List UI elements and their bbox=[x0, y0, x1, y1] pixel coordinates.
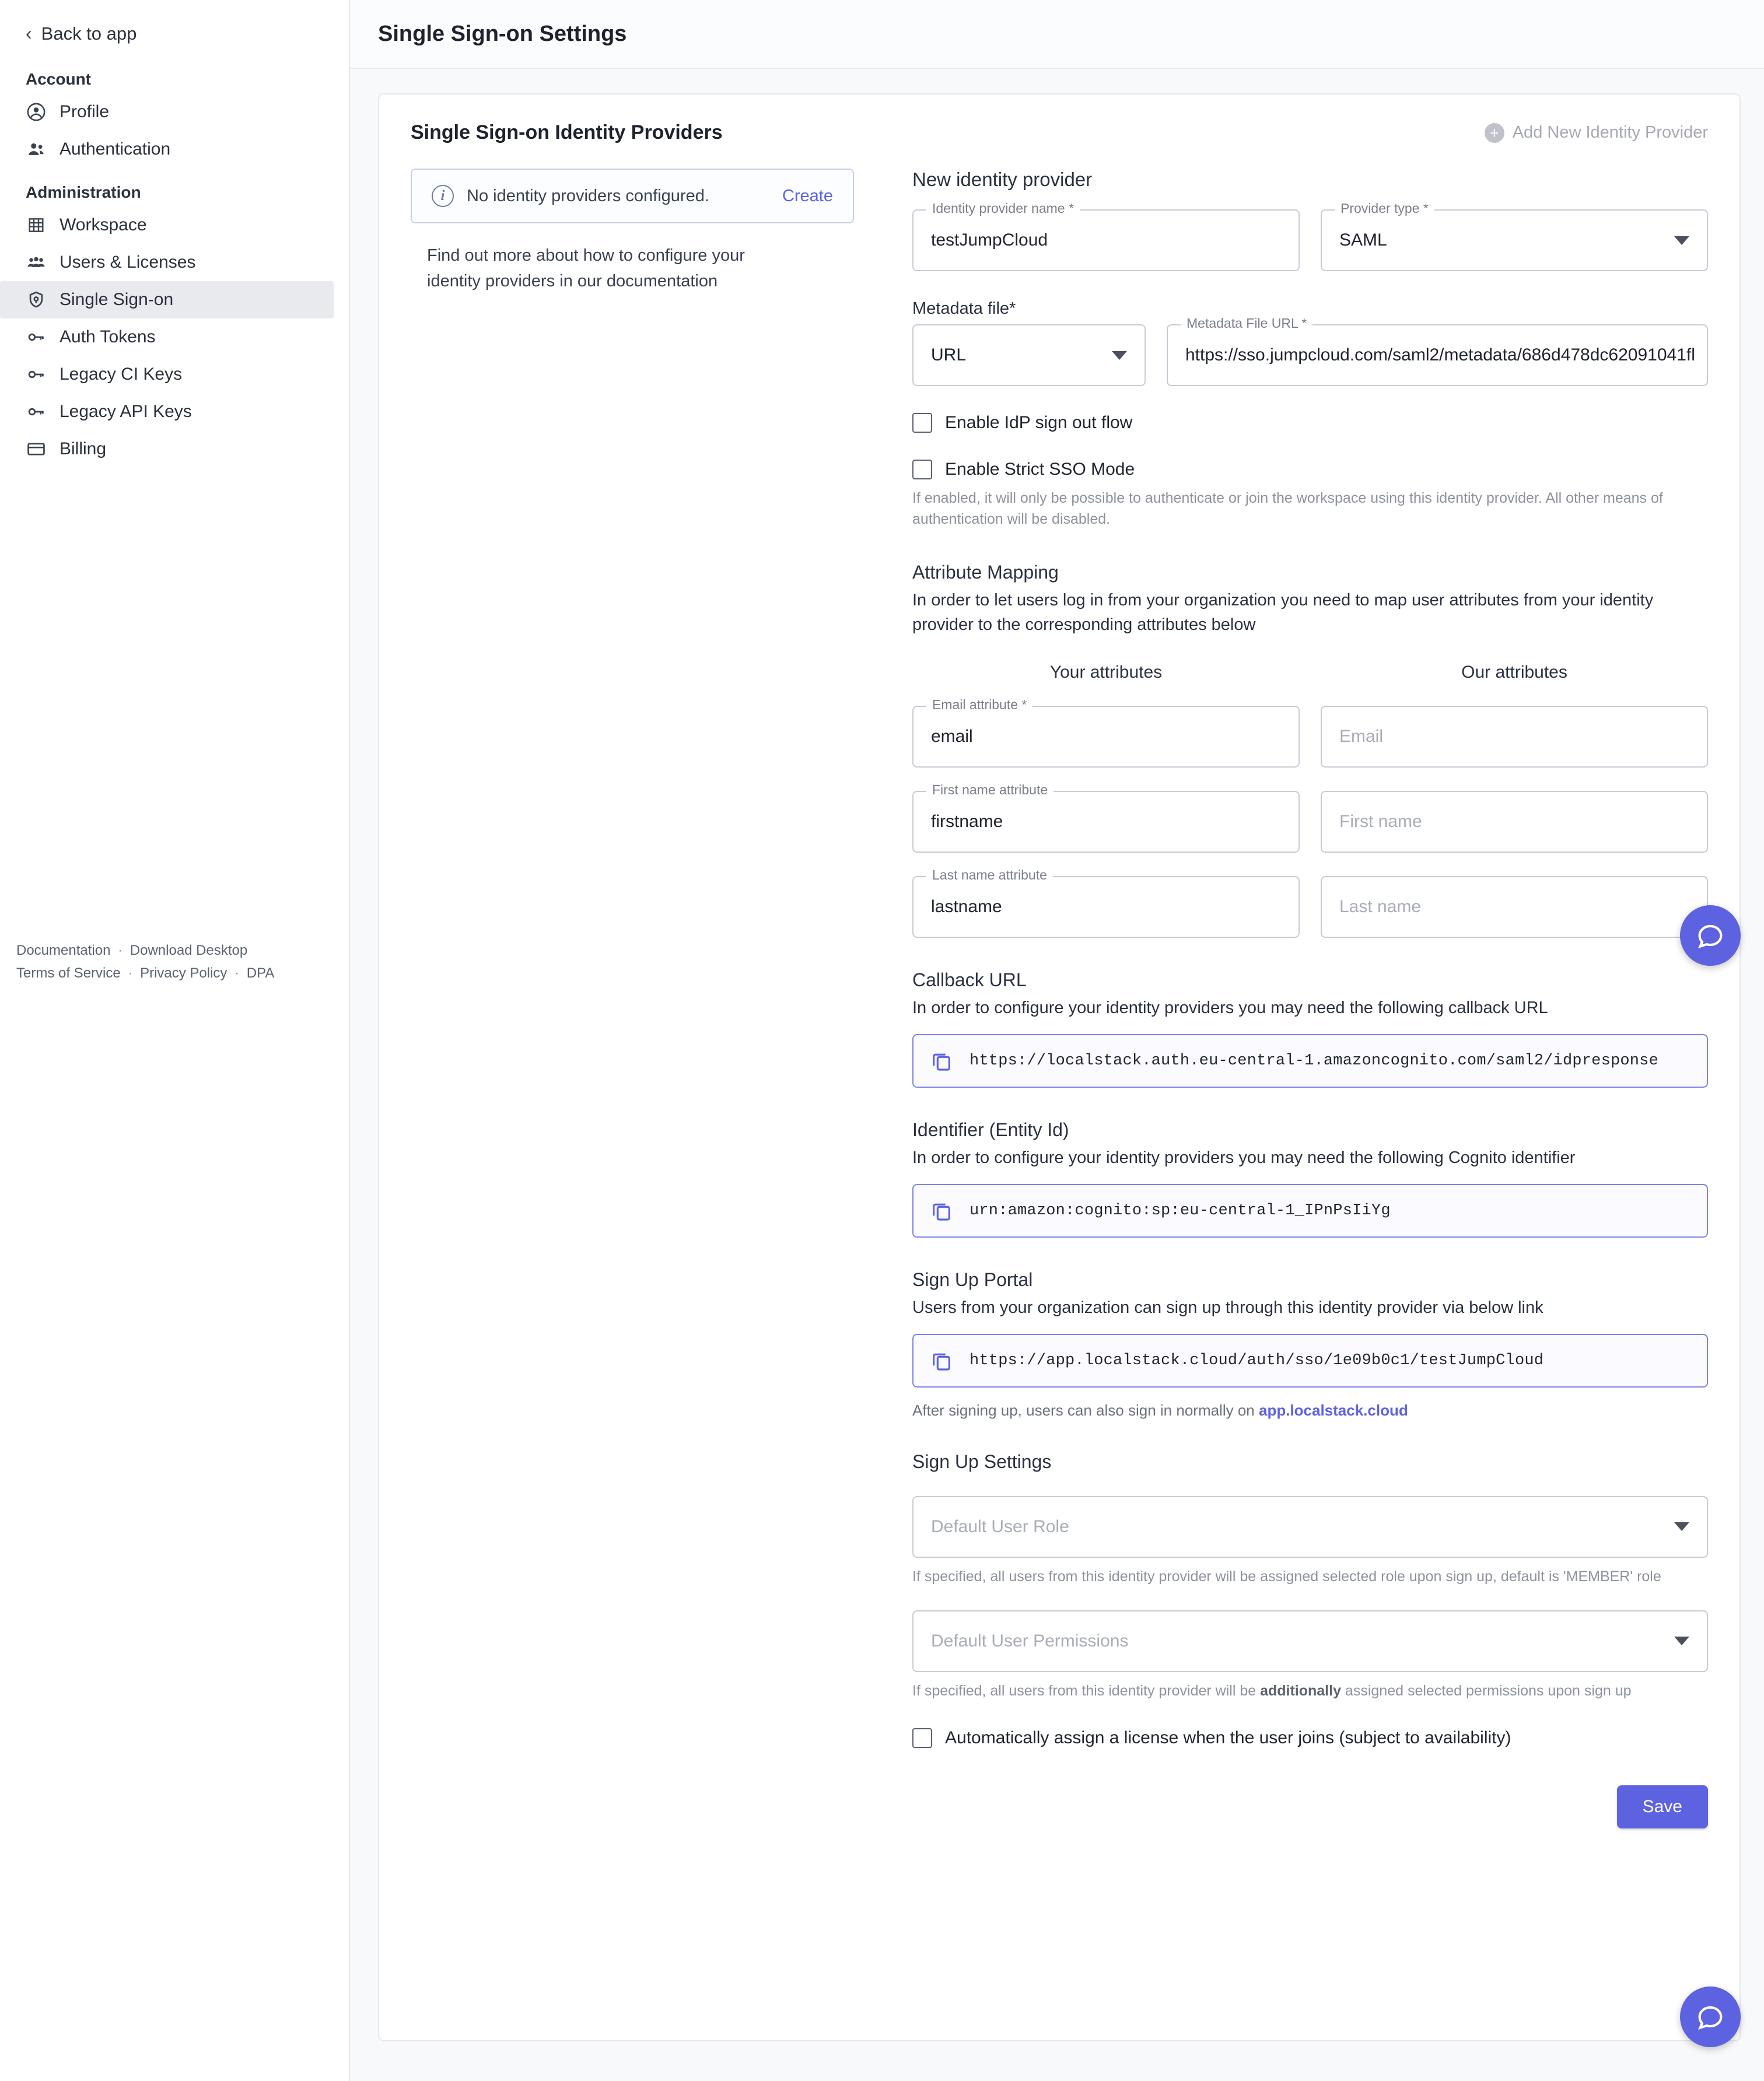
sidebar-item-profile[interactable] bbox=[0, 93, 334, 131]
callback-url-subtitle: In order to configure your identity providers you may need the following callback URL bbox=[912, 998, 1548, 1017]
sidebar-item-authentication[interactable] bbox=[0, 131, 334, 168]
default-user-role-select[interactable] bbox=[912, 1496, 1708, 1558]
firstname-our-attribute-input[interactable]: First name bbox=[1321, 791, 1708, 853]
metadata-file-label: Metadata file* bbox=[912, 299, 1016, 318]
save-button[interactable]: Save bbox=[1617, 1785, 1708, 1828]
add-identity-provider-label: Add New Identity Provider bbox=[1512, 123, 1708, 142]
copy-icon[interactable] bbox=[930, 1349, 953, 1372]
signup-portal-copy-box[interactable] bbox=[912, 1334, 1708, 1388]
chat-icon bbox=[1695, 920, 1726, 951]
idp-name-field[interactable] bbox=[912, 201, 1300, 271]
attribute-row-firstname bbox=[912, 782, 1708, 853]
sidebar-item-legacy-api-keys[interactable] bbox=[0, 393, 334, 430]
attribute-mapping-subtitle: In order to let users log in from your organization you need to map user attributes from your identity provider to the corresponding attributes below bbox=[912, 590, 1654, 634]
column-spacer bbox=[1300, 663, 1321, 682]
strict-sso-row[interactable] bbox=[912, 460, 1708, 479]
signup-settings-title: Sign Up Settings bbox=[912, 1451, 1052, 1472]
signup-portal-value: https://app.localstack.cloud/auth/sso/1e09b0c1/testJumpCloud bbox=[970, 1351, 1544, 1369]
copy-icon[interactable] bbox=[930, 1199, 953, 1222]
strict-sso-checkbox[interactable] bbox=[912, 460, 932, 479]
email-attribute-field[interactable] bbox=[912, 696, 1300, 768]
key-icon bbox=[26, 327, 47, 348]
users-icon bbox=[26, 139, 47, 160]
chevron-down-icon bbox=[1112, 351, 1127, 360]
sidebar-item-label: Profile bbox=[60, 102, 110, 121]
lastname-attribute-input[interactable]: lastname bbox=[912, 876, 1300, 938]
callback-url-value: https://localstack.auth.eu-central-1.amazoncognito.com/saml2/idpresponse bbox=[970, 1052, 1658, 1070]
provider-type-value: SAML bbox=[1339, 230, 1387, 250]
default-user-permissions-value: Default User Permissions bbox=[931, 1631, 1129, 1651]
email-attribute-label: Email attribute * bbox=[926, 697, 1032, 713]
page-header bbox=[350, 0, 1764, 69]
sidebar-item-label: Single Sign-on bbox=[60, 290, 174, 309]
attribute-row-lastname bbox=[912, 867, 1708, 938]
signup-portal-note bbox=[912, 1402, 1708, 1420]
sidebar-item-single-sign-on[interactable] bbox=[0, 281, 334, 318]
create-provider-link[interactable]: Create bbox=[782, 186, 833, 205]
footer-link-terms[interactable]: Terms of Service bbox=[16, 965, 121, 981]
key-icon bbox=[26, 364, 47, 385]
left-column bbox=[411, 169, 877, 1828]
alert-content bbox=[432, 185, 709, 207]
group-icon bbox=[26, 252, 47, 273]
info-icon: i bbox=[432, 185, 454, 207]
our-attributes-header: Our attributes bbox=[1461, 662, 1567, 682]
metadata-file-field[interactable] bbox=[912, 324, 1146, 386]
default-user-role-value: Default User Role bbox=[931, 1516, 1069, 1536]
auto-license-checkbox[interactable] bbox=[912, 1728, 932, 1748]
identifier-title: Identifier (Entity Id) bbox=[912, 1119, 1069, 1140]
email-our-attribute-input[interactable]: Email bbox=[1321, 706, 1708, 768]
content-wrapper bbox=[350, 69, 1764, 2041]
your-attributes-header: Your attributes bbox=[1049, 662, 1163, 682]
chat-widget-button-secondary[interactable] bbox=[1680, 1987, 1741, 2047]
default-user-role-help: If specified, all users from this identity provider will be assigned selected role upon sign up, default is 'MEMBER' role bbox=[912, 1568, 1661, 1585]
plus-icon: + bbox=[1485, 123, 1504, 143]
signup-portal-note-text: After signing up, users can also sign in normally on bbox=[912, 1401, 1259, 1419]
auto-license-row[interactable] bbox=[912, 1728, 1708, 1748]
footer-separator: · bbox=[118, 943, 123, 959]
provider-type-select[interactable] bbox=[1321, 209, 1708, 271]
idp-signout-label: Enable IdP sign out flow bbox=[945, 413, 1133, 432]
sidebar-item-legacy-ci-keys[interactable] bbox=[0, 356, 334, 393]
actions-row bbox=[912, 1785, 1708, 1828]
footer-link-privacy[interactable]: Privacy Policy bbox=[140, 965, 228, 981]
permissions-help-bold: additionally bbox=[1260, 1682, 1341, 1699]
strict-sso-help: If enabled, it will only be possible to authenticate or join the workspace using this identity provider. All other means of authentication will be disabled. bbox=[912, 490, 1663, 528]
metadata-url-input[interactable]: https://sso.jumpcloud.com/saml2/metadata/686d478dc62091041fl bbox=[1167, 324, 1708, 386]
card-body bbox=[411, 169, 1708, 1828]
card-header bbox=[411, 121, 1708, 144]
chat-icon bbox=[1695, 2002, 1726, 2032]
alert-message: No identity providers configured. bbox=[467, 186, 709, 205]
permissions-help-part2: assigned selected permissions upon sign up bbox=[1340, 1682, 1632, 1699]
callback-url-title: Callback URL bbox=[912, 969, 1027, 990]
firstname-attribute-input[interactable]: firstname bbox=[912, 791, 1300, 853]
metadata-section bbox=[912, 299, 1708, 386]
signup-portal-subtitle: Users from your organization can sign up through this identity provider via below link bbox=[912, 1298, 1544, 1317]
building-icon bbox=[26, 215, 47, 236]
back-to-app-button[interactable] bbox=[0, 15, 349, 55]
no-providers-alert bbox=[411, 169, 854, 223]
idp-signout-checkbox[interactable] bbox=[912, 413, 932, 433]
lastname-our-attribute-field[interactable] bbox=[1321, 876, 1708, 938]
attribute-columns-header bbox=[912, 663, 1708, 682]
sidebar-item-users-licenses[interactable] bbox=[0, 244, 334, 281]
sidebar-item-label: Auth Tokens bbox=[60, 327, 156, 346]
firstname-attribute-field[interactable] bbox=[912, 782, 1300, 853]
lastname-attribute-field[interactable] bbox=[912, 867, 1300, 938]
default-user-role-field[interactable] bbox=[912, 1496, 1708, 1558]
chat-widget-button[interactable] bbox=[1680, 905, 1741, 966]
sidebar-item-label: Workspace bbox=[60, 215, 147, 234]
default-user-permissions-field[interactable] bbox=[912, 1610, 1708, 1672]
footer-link-download-desktop[interactable]: Download Desktop bbox=[130, 943, 248, 959]
default-user-permissions-help bbox=[912, 1680, 1708, 1701]
provider-type-field[interactable] bbox=[1321, 201, 1708, 271]
email-attribute-input[interactable]: email bbox=[912, 706, 1300, 768]
back-to-app-label: Back to app bbox=[41, 23, 137, 44]
firstname-our-attribute-field[interactable] bbox=[1321, 791, 1708, 853]
main-content bbox=[350, 0, 1764, 2081]
sidebar-group-account: Account bbox=[26, 70, 91, 88]
identifier-copy-box[interactable] bbox=[912, 1184, 1708, 1238]
documentation-hint: Find out more about how to configure your identity providers in our documentation bbox=[427, 246, 745, 290]
sso-card bbox=[378, 93, 1741, 2041]
sidebar-item-label: Authentication bbox=[60, 139, 171, 159]
page-title: Single Sign-on Settings bbox=[378, 21, 627, 46]
lastname-attribute-label: Last name attribute bbox=[926, 867, 1053, 883]
sidebar-footer bbox=[16, 940, 274, 985]
default-user-permissions-select[interactable] bbox=[912, 1610, 1708, 1672]
sidebar-item-auth-tokens[interactable] bbox=[0, 318, 334, 356]
shield-icon bbox=[26, 289, 47, 310]
sidebar-item-label: Users & Licenses bbox=[60, 253, 196, 272]
attribute-row-email bbox=[912, 696, 1708, 768]
idp-signout-row[interactable] bbox=[912, 413, 1708, 433]
app-localstack-link[interactable]: app.localstack.cloud bbox=[1258, 1401, 1408, 1419]
new-identity-provider-title: New identity provider bbox=[912, 169, 1093, 190]
lastname-our-attribute-input[interactable]: Last name bbox=[1321, 876, 1708, 938]
copy-icon[interactable] bbox=[930, 1049, 953, 1073]
auto-license-label: Automatically assign a license when the user joins (subject to availability) bbox=[945, 1728, 1511, 1748]
footer-link-dpa[interactable]: DPA bbox=[246, 965, 275, 981]
sidebar-item-label: Billing bbox=[60, 439, 107, 458]
idp-name-row bbox=[912, 201, 1708, 271]
metadata-row bbox=[912, 316, 1708, 386]
key-icon bbox=[26, 401, 47, 422]
sidebar-item-workspace[interactable] bbox=[0, 206, 334, 244]
footer-separator: · bbox=[128, 965, 133, 981]
user-circle-icon bbox=[26, 101, 47, 122]
sidebar-item-billing[interactable] bbox=[0, 430, 334, 468]
sidebar-item-label: Legacy CI Keys bbox=[60, 365, 183, 384]
metadata-url-field[interactable] bbox=[1167, 316, 1708, 386]
chevron-down-icon bbox=[1674, 1522, 1689, 1531]
attribute-mapping-title: Attribute Mapping bbox=[912, 561, 1059, 583]
metadata-file-select[interactable] bbox=[912, 324, 1146, 386]
callback-url-copy-box[interactable] bbox=[912, 1034, 1708, 1088]
sidebar bbox=[0, 0, 350, 2081]
idp-name-label: Identity provider name * bbox=[926, 201, 1080, 216]
signup-portal-title: Sign Up Portal bbox=[912, 1269, 1033, 1290]
strict-sso-label: Enable Strict SSO Mode bbox=[945, 460, 1135, 479]
sidebar-item-label: Legacy API Keys bbox=[60, 402, 192, 421]
provider-type-label: Provider type * bbox=[1335, 201, 1434, 216]
idp-name-input[interactable]: testJumpCloud bbox=[912, 209, 1300, 271]
chevron-left-icon: ‹ bbox=[26, 23, 32, 44]
email-our-attribute-field[interactable] bbox=[1321, 706, 1708, 768]
identifier-value: urn:amazon:cognito:sp:eu-central-1_IPnPsIiYg bbox=[970, 1201, 1391, 1220]
footer-link-documentation[interactable]: Documentation bbox=[16, 943, 111, 959]
add-identity-provider-button[interactable] bbox=[1485, 123, 1708, 143]
firstname-attribute-label: First name attribute bbox=[926, 782, 1054, 798]
identifier-subtitle: In order to configure your identity providers you may need the following Cognito identifier bbox=[912, 1148, 1576, 1167]
metadata-url-label: Metadata File URL * bbox=[1181, 316, 1312, 331]
credit-card-icon bbox=[26, 439, 47, 460]
permissions-help-part1: If specified, all users from this identity provider will be bbox=[912, 1682, 1261, 1699]
card-title: Single Sign-on Identity Providers bbox=[411, 121, 723, 143]
chevron-down-icon bbox=[1674, 1637, 1689, 1645]
metadata-file-value: URL bbox=[931, 345, 967, 365]
footer-separator: · bbox=[235, 965, 240, 981]
chevron-down-icon bbox=[1674, 236, 1689, 245]
right-column bbox=[877, 169, 1708, 1828]
sidebar-group-administration: Administration bbox=[26, 183, 141, 201]
